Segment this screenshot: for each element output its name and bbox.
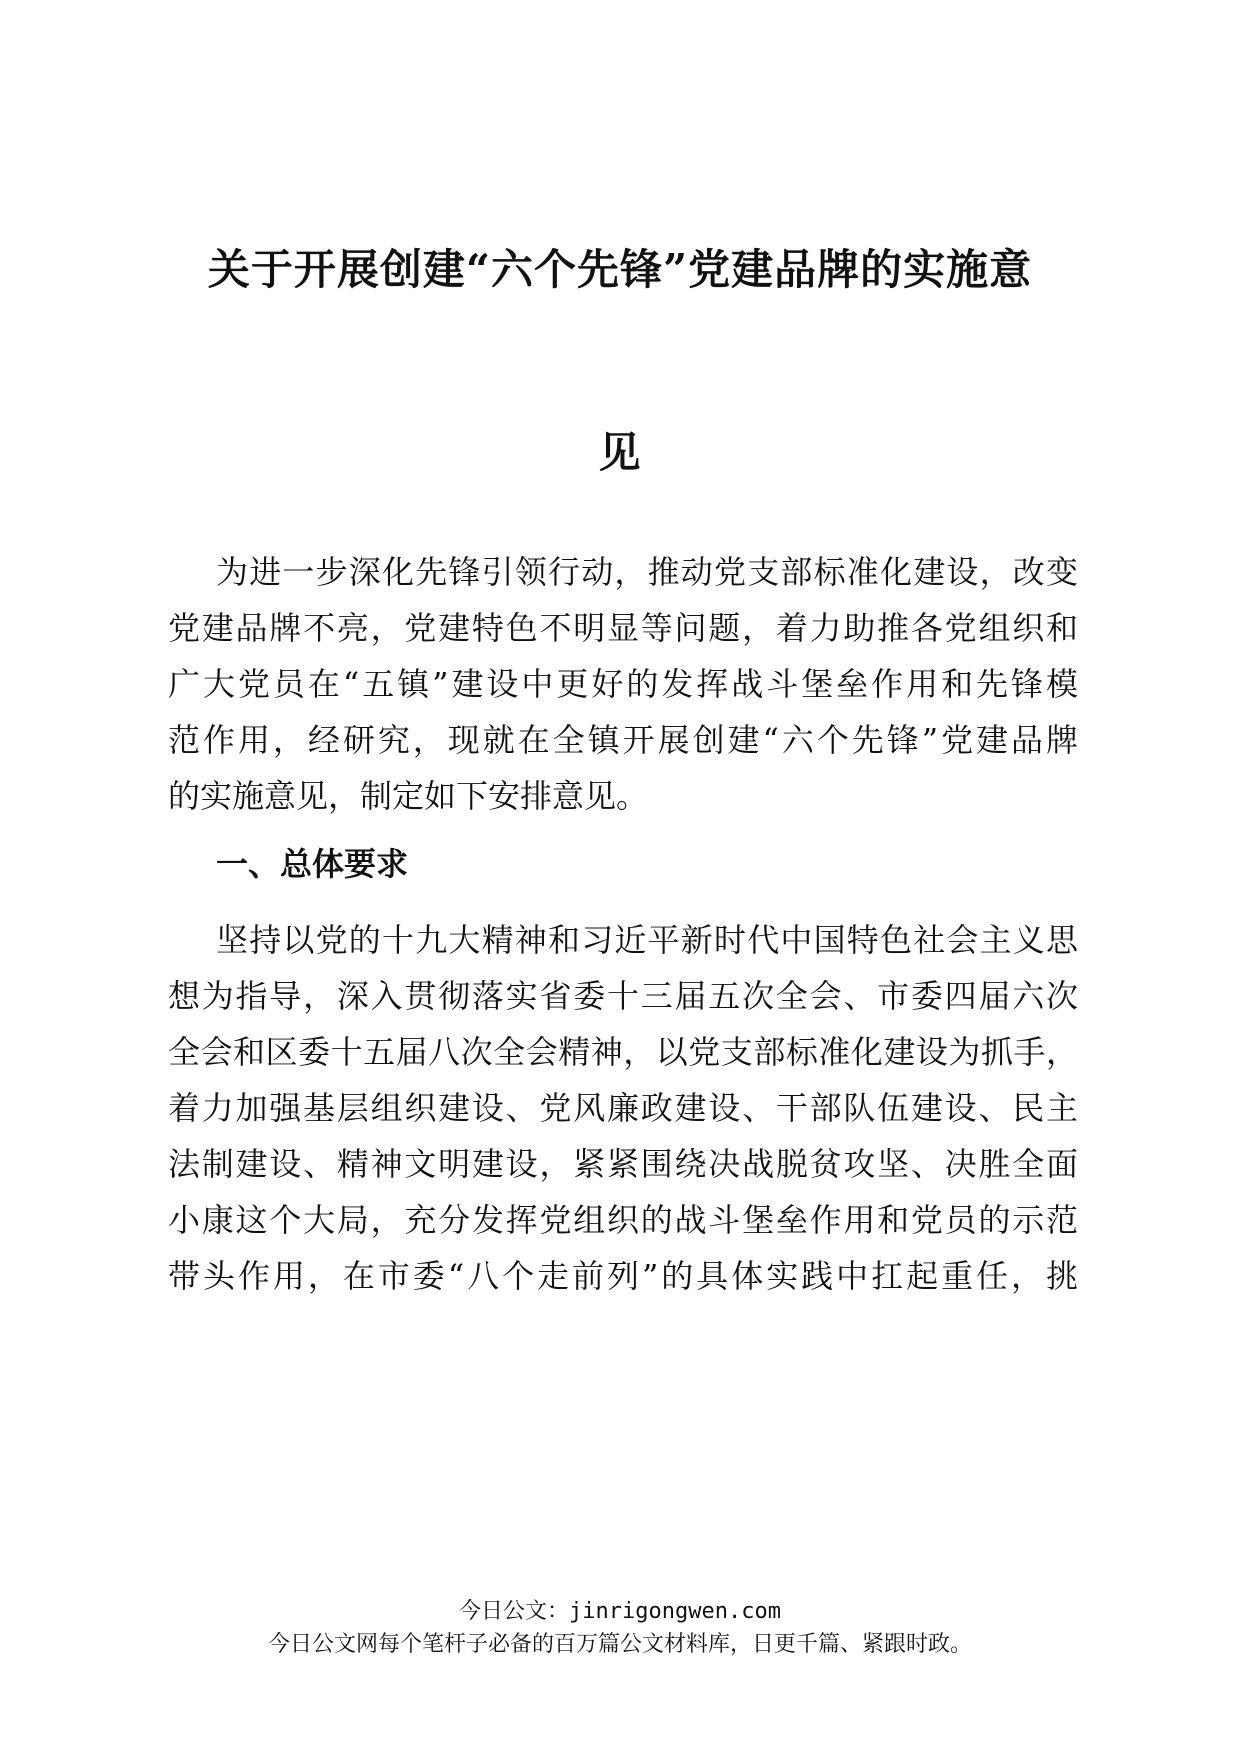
intro-line: 党建品牌不亮，党建特色不明显等问题，着力助推各党组织和 xyxy=(168,609,1078,647)
section-line: 想为指导，深入贯彻落实省委十三届五次全会、市委四届六次 xyxy=(168,977,1078,1015)
section-line: 坚持以党的十九大精神和习近平新时代中国特色社会主义思 xyxy=(216,921,1078,959)
section-line: 带头作用，在市委“八个走前列”的具体实践中扛起重任，挑 xyxy=(168,1257,1078,1295)
footer-slogan: 今日公文网每个笔杆子必备的百万篇公文材料库，日更千篇、紧跟时政。 xyxy=(267,1632,972,1657)
intro-line: 的实施意见，制定如下安排意见。 xyxy=(168,777,649,815)
intro-line: 为进一步深化先锋引领行动，推动党支部标准化建设，改变 xyxy=(216,553,1078,591)
footer-site-line xyxy=(0,1597,1240,1627)
document-title-line-2: 见 xyxy=(598,428,642,477)
section-line: 法制建设、精神文明建设，紧紧围绕决战脱贫攻坚、决胜全面 xyxy=(168,1145,1078,1183)
intro-line: 范作用，经研究，现就在全镇开展创建“六个先锋”党建品牌 xyxy=(168,721,1078,759)
section-line: 着力加强基层组织建设、党风廉政建设、干部队伍建设、民主 xyxy=(168,1089,1078,1127)
intro-line: 广大党员在“五镇”建设中更好的发挥战斗堡垒作用和先锋模 xyxy=(168,665,1078,703)
section-line: 全会和区委十五届八次全会精神，以党支部标准化建设为抓手， xyxy=(168,1033,1078,1071)
document-title-line-1: 关于开展创建“六个先锋”党建品牌的实施意 xyxy=(207,245,1033,294)
section-heading: 一、总体要求 xyxy=(216,845,409,883)
footer-site-url[interactable]: jinrigongwen.com xyxy=(569,1599,781,1624)
footer-site-label: 今日公文： xyxy=(459,1599,570,1624)
section-line: 小康这个大局，充分发挥党组织的战斗堡垒作用和党员的示范 xyxy=(168,1201,1078,1239)
